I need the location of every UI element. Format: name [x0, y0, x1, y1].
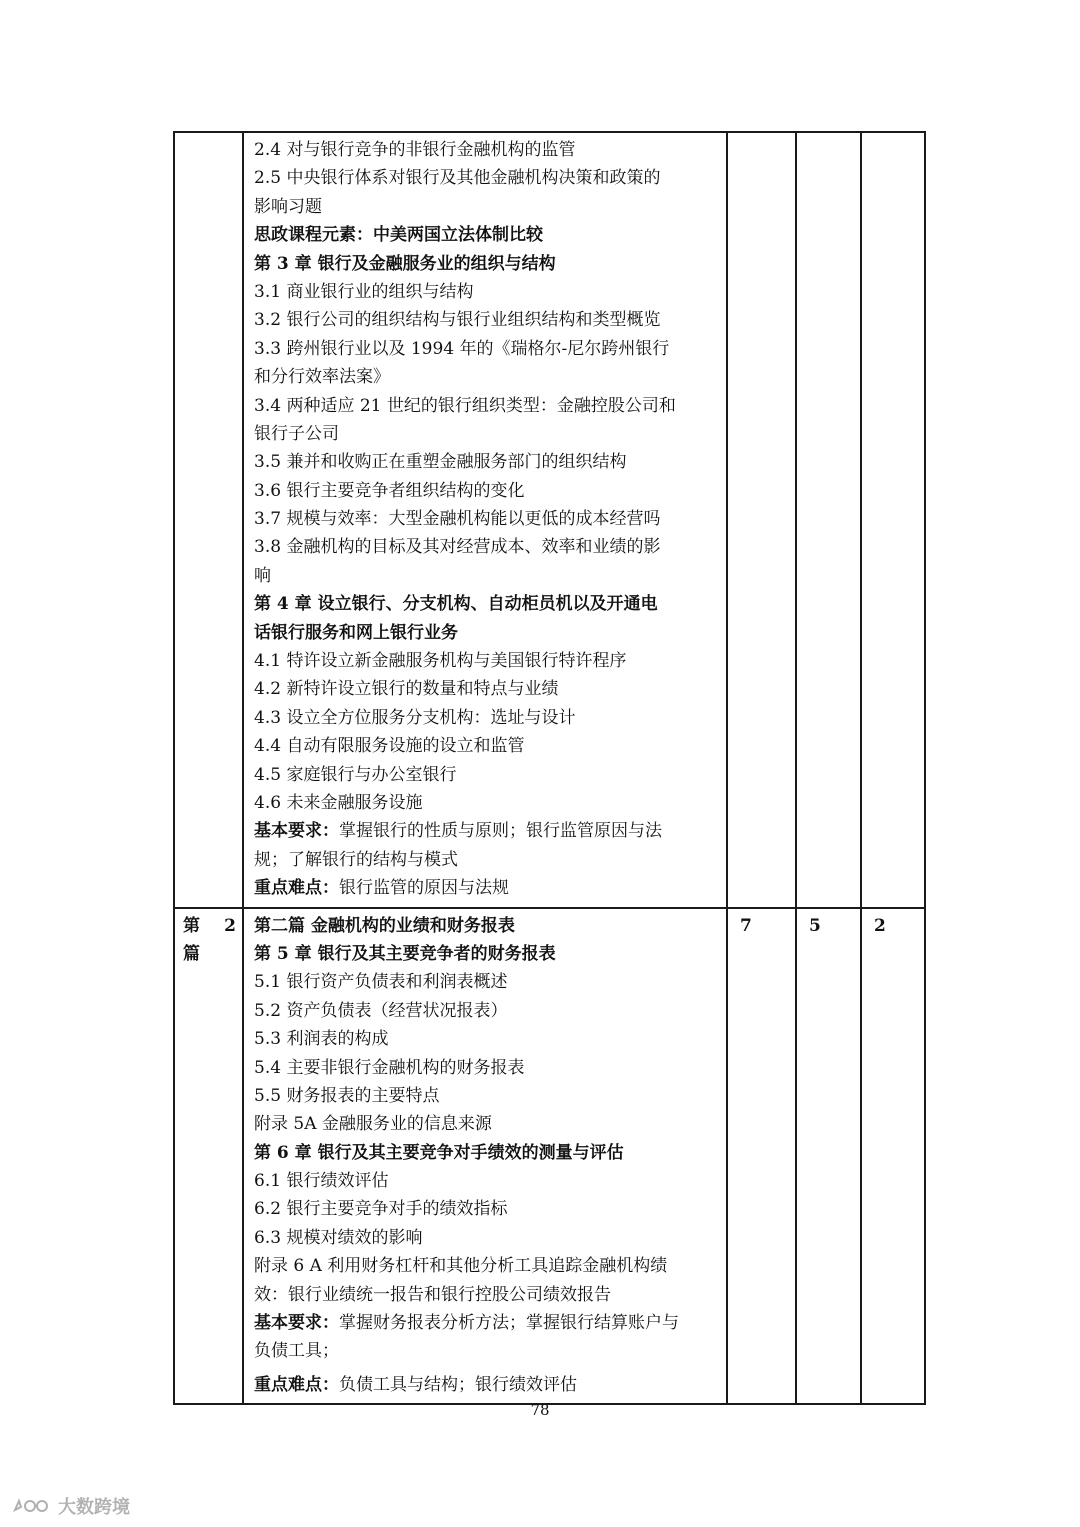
lecture-cell-empty	[796, 132, 861, 908]
basic-requirements: 基本要求：掌握银行的性质与原则；银行监管原因与法	[254, 821, 662, 842]
content-line: 6.1 银行绩效评估	[254, 1171, 389, 1192]
content-line: 6.3 规模对绩效的影响	[254, 1227, 423, 1248]
chapter-heading: 第 4 章 设立银行、分支机构、自动柜员机以及开通电	[254, 594, 658, 615]
watermark-logo-icon	[12, 1496, 52, 1516]
content-line: 5.5 财务报表的主要特点	[254, 1085, 440, 1106]
content-line: 3.4 两种适应 21 世纪的银行组织类型：金融控股公司和	[254, 395, 676, 416]
key-difficulties: 重点难点：负债工具与结构；银行绩效评估	[254, 1374, 577, 1395]
content-line: 2.5 中央银行体系对银行及其他金融机构决策和政策的	[254, 168, 661, 189]
content-line: 3.7 规模与效率：大型金融机构能以更低的成本经营吗	[254, 509, 661, 530]
content-line: 4.2 新特许设立银行的数量和特点与业绩	[254, 679, 559, 700]
part-heading: 第二篇 金融机构的业绩和财务报表	[254, 915, 515, 936]
chapter-heading: 第 3 章 银行及金融服务业的组织与结构	[254, 253, 556, 274]
lecture-hours-cell: 5	[796, 908, 861, 1405]
part-label-char: 第	[183, 915, 200, 936]
content-line: 3.5 兼并和收购正在重塑金融服务部门的组织结构	[254, 452, 627, 473]
basic-requirements: 负债工具；	[254, 1341, 339, 1362]
content-line: 附录 6 A 利用财务杠杆和其他分析工具追踪金融机构绩	[254, 1256, 668, 1277]
content-line: 4.4 自动有限服务设施的设立和监管	[254, 736, 525, 757]
content-line: 5.4 主要非银行金融机构的财务报表	[254, 1057, 525, 1078]
content-line: 6.2 银行主要竞争对手的绩效指标	[254, 1199, 508, 1220]
part-label-cell-empty	[174, 132, 243, 908]
chapter-heading: 话银行服务和网上银行业务	[254, 622, 458, 643]
content-line: 银行子公司	[254, 423, 339, 444]
content-line: 3.2 银行公司的组织结构与银行业组织结构和类型概览	[254, 310, 661, 331]
table-row-part2	[174, 908, 925, 1405]
lead-label: 基本要求：	[254, 821, 339, 842]
syllabus-table	[173, 131, 926, 1405]
part-label-number: 2	[224, 915, 236, 936]
key-difficulties: 重点难点：银行监管的原因与法规	[254, 878, 509, 899]
page-number: 78	[530, 1401, 550, 1419]
basic-requirements: 规；了解银行的结构与模式	[254, 849, 458, 870]
lead-label: 重点难点：	[254, 1374, 339, 1395]
content-line: 3.6 银行主要竞争者组织结构的变化	[254, 480, 525, 501]
total-hours-cell: 7	[727, 908, 796, 1405]
table-row-continued	[174, 132, 925, 908]
basic-requirements: 基本要求：掌握财务报表分析方法；掌握银行结算账户与	[254, 1313, 679, 1334]
watermark-text: 大数跨境	[58, 1497, 130, 1518]
content-line: 5.2 资产负债表（经营状况报表）	[254, 1000, 508, 1021]
part-label-char: 篇	[183, 943, 200, 964]
content-line: 效：银行业绩统一报告和银行控股公司绩效报告	[254, 1284, 611, 1305]
part-label-cell	[174, 908, 243, 1405]
content-line: 4.1 特许设立新金融服务机构与美国银行特许程序	[254, 651, 627, 672]
content-line: 4.3 设立全方位服务分支机构：选址与设计	[254, 707, 576, 728]
practice-hours-cell: 2	[861, 908, 925, 1405]
watermark	[12, 1493, 130, 1519]
content-line: 4.5 家庭银行与办公室银行	[254, 764, 457, 785]
content-line: 5.3 利润表的构成	[254, 1029, 389, 1050]
content-line: 3.8 金融机构的目标及其对经营成本、效率和业绩的影	[254, 537, 661, 558]
ideology-element-heading: 思政课程元素：中美两国立法体制比较	[254, 225, 543, 246]
chapter-heading: 第 6 章 银行及其主要竞争对手绩效的测量与评估	[254, 1142, 624, 1163]
practice-cell-empty	[861, 132, 925, 908]
lead-label: 重点难点：	[254, 878, 339, 899]
content-cell-part2	[243, 908, 727, 1405]
chapter-heading: 第 5 章 银行及其主要竞争者的财务报表	[254, 943, 556, 964]
content-line: 3.1 商业银行业的组织与结构	[254, 281, 474, 302]
content-line: 2.4 对与银行竞争的非银行金融机构的监管	[254, 140, 576, 160]
content-line: 4.6 未来金融服务设施	[254, 792, 423, 813]
content-line: 响	[254, 565, 271, 586]
content-line: 影响习题	[254, 196, 322, 217]
hours-cell-empty	[727, 132, 796, 908]
content-cell-continued	[243, 132, 727, 908]
content-line: 5.1 银行资产负债表和利润表概述	[254, 972, 508, 993]
lead-label: 基本要求：	[254, 1313, 339, 1334]
content-line: 3.3 跨州银行业以及 1994 年的《瑞格尔-尼尔跨州银行	[254, 338, 670, 359]
content-line: 和分行效率法案》	[254, 367, 390, 388]
content-line: 附录 5A 金融服务业的信息来源	[254, 1114, 492, 1135]
